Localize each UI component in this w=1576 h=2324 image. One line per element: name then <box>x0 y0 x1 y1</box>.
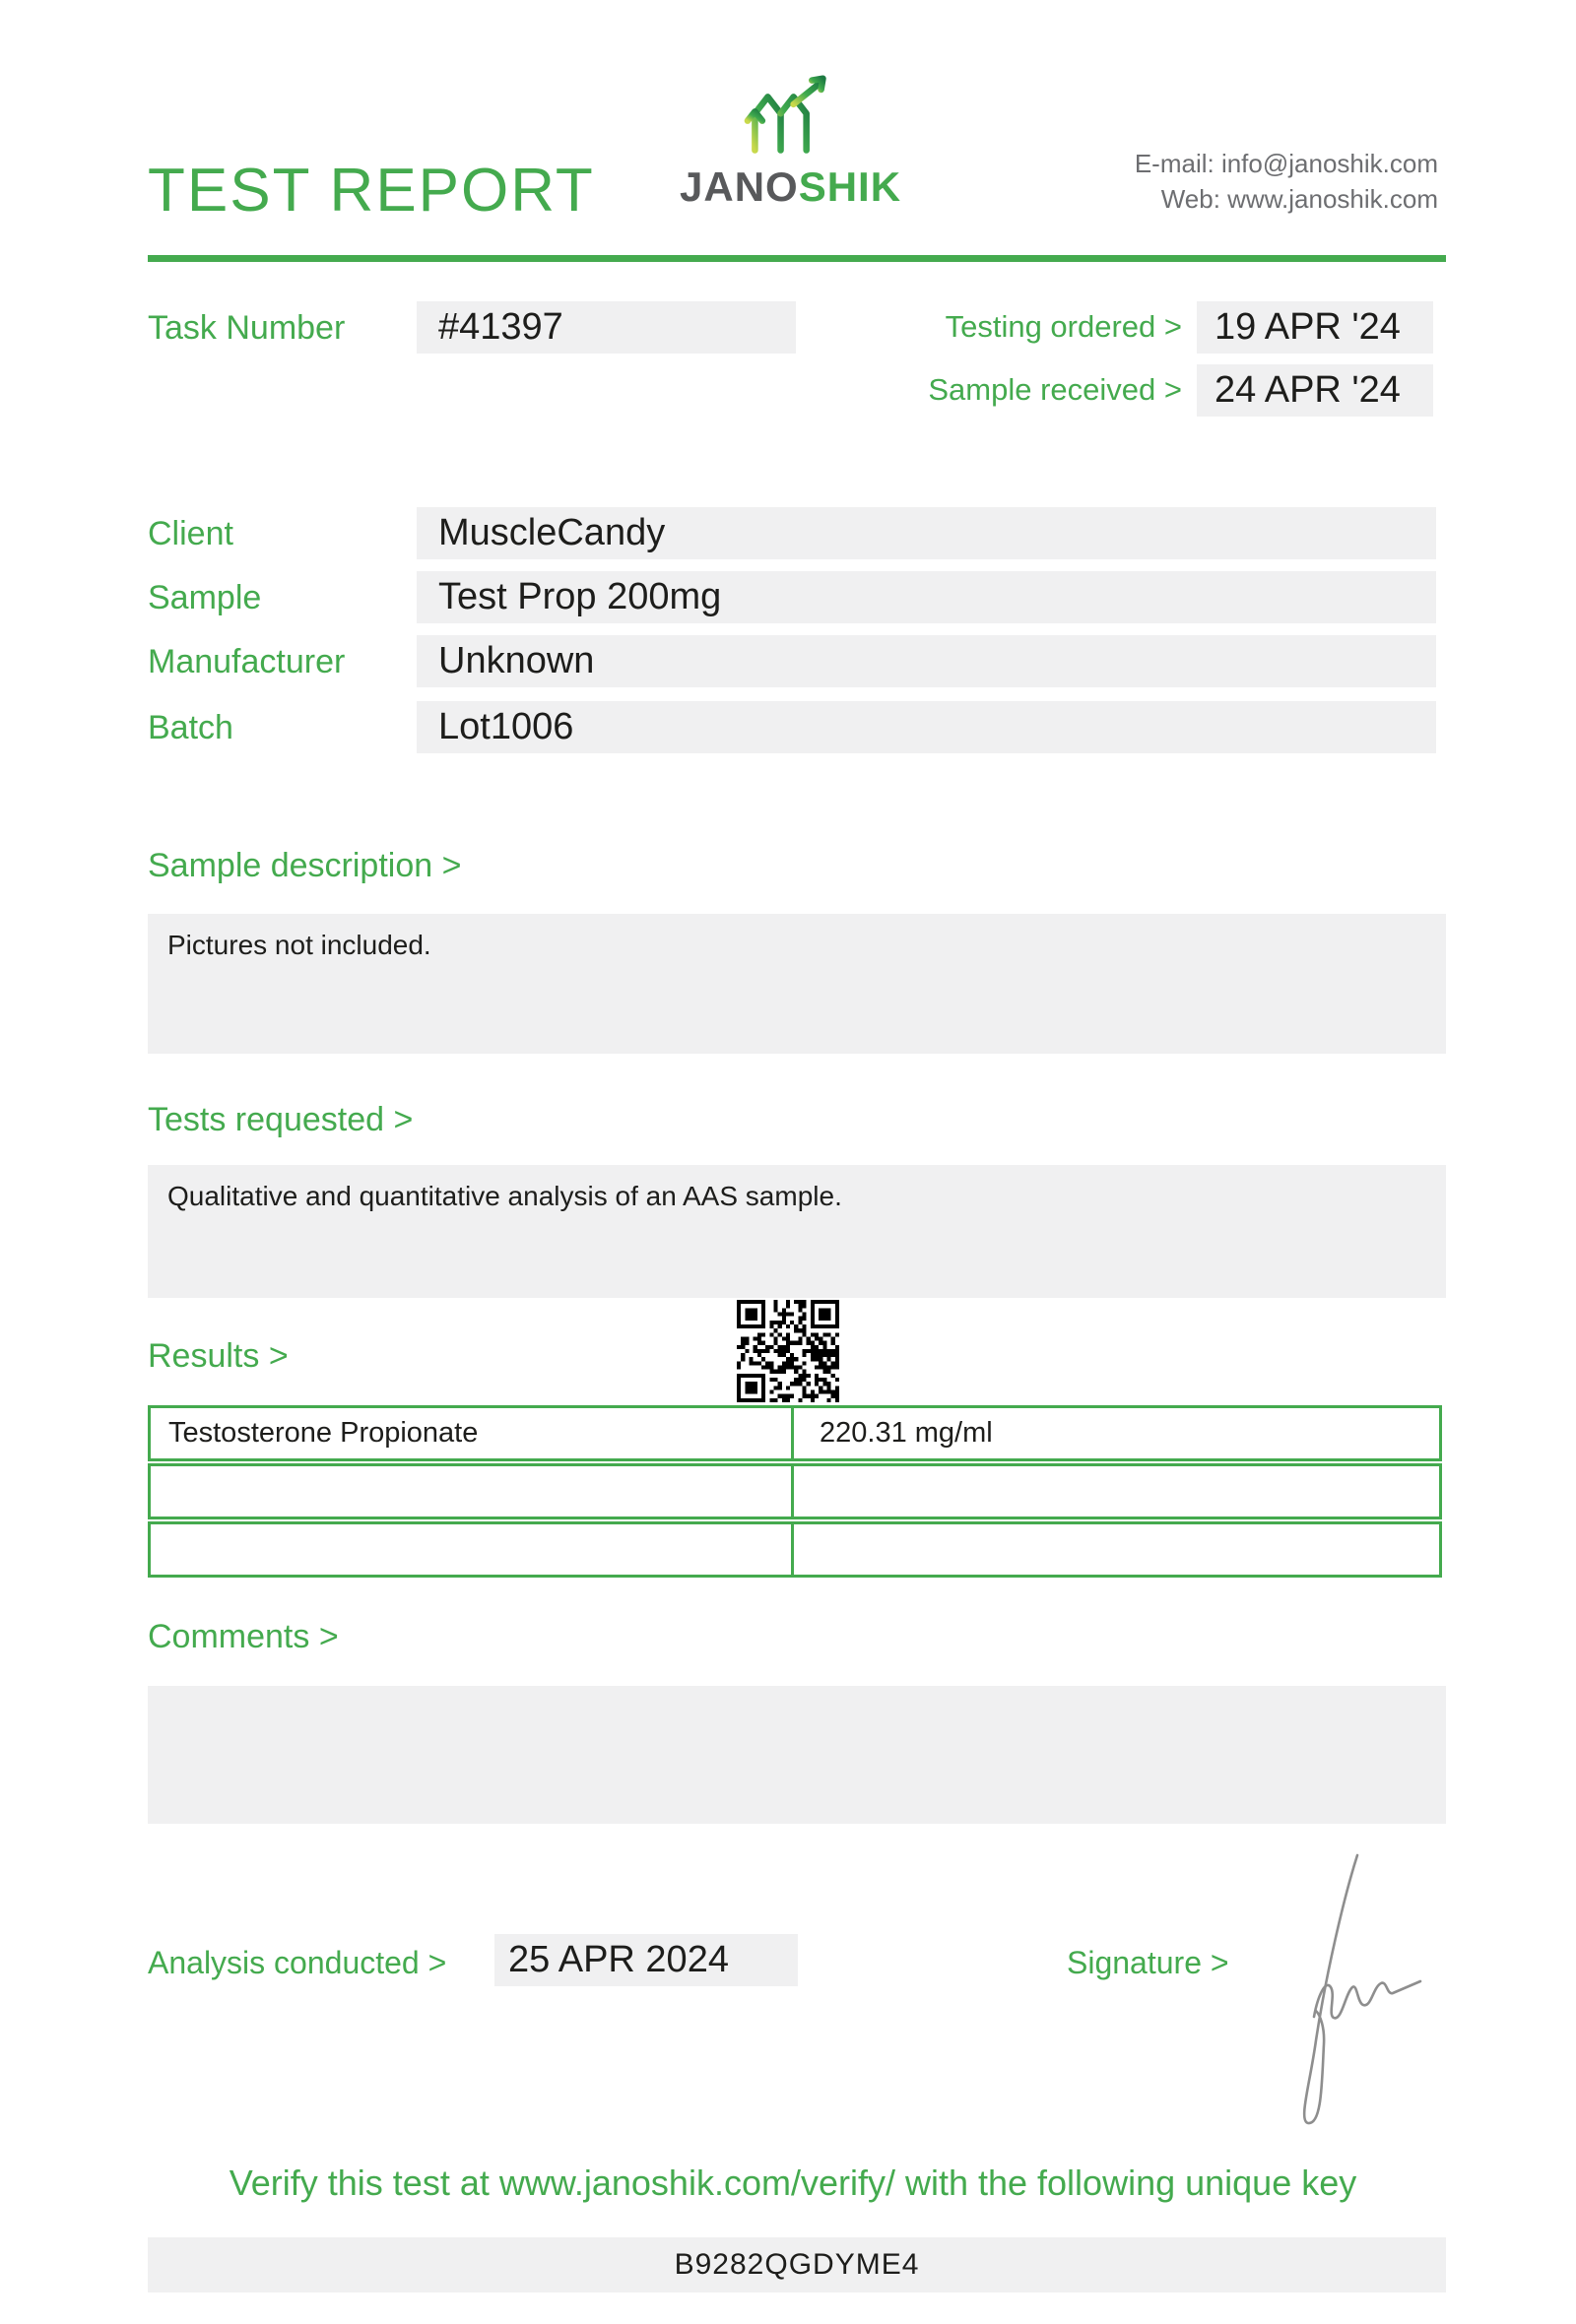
manufacturer-label: Manufacturer <box>148 643 346 680</box>
results-row-2 <box>148 1463 1442 1519</box>
header-divider <box>148 255 1446 262</box>
manufacturer-value: Unknown <box>417 635 1436 687</box>
handwritten-signature <box>1271 1847 1443 2138</box>
contact-email: E-mail: info@janoshik.com <box>1134 149 1438 178</box>
chart-arrows-icon <box>741 75 835 158</box>
signature-label: Signature > <box>1067 1945 1229 1980</box>
analyte-name <box>151 1466 794 1517</box>
batch-value: Lot1006 <box>417 701 1436 753</box>
sample-value: Test Prop 200mg <box>417 571 1436 623</box>
analysis-conducted-value: 25 APR 2024 <box>494 1934 798 1986</box>
unique-key-value: B9282QGDYME4 <box>148 2237 1446 2292</box>
task-number-value: #41397 <box>417 301 796 354</box>
analysis-conducted-label: Analysis conducted > <box>148 1945 447 1980</box>
sample-description-heading: Sample description > <box>148 847 462 884</box>
client-label: Client <box>148 515 233 552</box>
comments-heading: Comments > <box>148 1618 339 1655</box>
analyte-result <box>794 1524 1439 1575</box>
results-heading: Results > <box>148 1337 289 1375</box>
analyte-name <box>151 1524 794 1575</box>
sample-label: Sample <box>148 579 262 616</box>
contact-web: Web: www.janoshik.com <box>1160 184 1438 214</box>
testing-ordered-label: Testing ordered > <box>945 309 1182 344</box>
tests-requested-heading: Tests requested > <box>148 1101 414 1138</box>
janoshik-logo <box>680 75 902 211</box>
comments-box <box>148 1686 1446 1824</box>
logo-text-jano: JANO <box>680 163 799 210</box>
testing-ordered-value: 19 APR '24 <box>1197 301 1433 354</box>
verify-instruction: Verify this test at www.janoshik.com/verify/ with the following unique key <box>229 2163 1357 2203</box>
client-value: MuscleCandy <box>417 507 1436 559</box>
page-title: TEST REPORT <box>148 157 595 225</box>
qr-code <box>737 1300 839 1402</box>
logo-wordmark <box>680 163 902 211</box>
batch-label: Batch <box>148 709 233 746</box>
analyte-name: Testosterone Propionate <box>151 1408 794 1458</box>
logo-text-shik: SHIK <box>798 163 902 210</box>
sample-received-label: Sample received > <box>928 372 1182 407</box>
task-number-label: Task Number <box>148 309 346 347</box>
results-row-1 <box>148 1405 1442 1461</box>
tests-requested-box: Qualitative and quantitative analysis of an AAS sample. <box>148 1165 1446 1298</box>
contact-info <box>1135 146 1438 217</box>
analyte-result <box>794 1466 1439 1517</box>
analyte-result: 220.31 mg/ml <box>820 1417 993 1449</box>
sample-received-value: 24 APR '24 <box>1197 364 1433 417</box>
results-table <box>148 1405 1442 1580</box>
results-row-3 <box>148 1521 1442 1578</box>
sample-description-box: Pictures not included. <box>148 914 1446 1054</box>
